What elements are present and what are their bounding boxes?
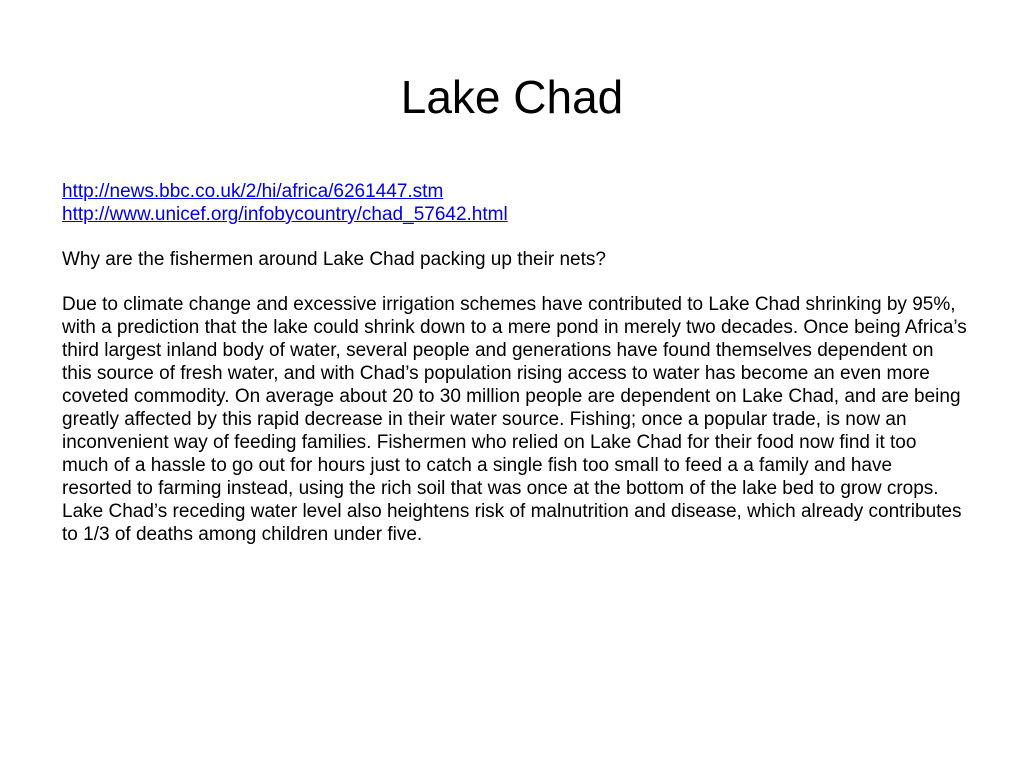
link-list [62, 180, 967, 226]
slide-body [62, 180, 967, 546]
question-text: Why are the fishermen around Lake Chad packing up their nets? [62, 249, 606, 270]
bbc-news-link[interactable]: http://news.bbc.co.uk/2/hi/africa/6261447.stm [62, 181, 444, 202]
body-paragraph: Due to climate change and excessive irrigation schemes have contributed to Lake Chad shrinking by 95%, with a prediction that the lake could shrink down to a mere pond in merely two decades. Once being Africa’s third largest inland body of water, several people and generations have found themselves dependent on this source of fresh water, and with Chad’s population rising access to water has become an even more coveted commodity. On average about 20 to 30 million people are dependent on Lake Chad, and are being greatly affected by this rapid decrease in their water source. Fishing; once a popular trade, is now an inconvenient way of feeding families. Fishermen who relied on Lake Chad for their food now find it too much of a hassle to go out for hours just to catch a single fish too small to feed a a family and have resorted to farming instead, using the rich soil that was once at the bottom of the lake bed to grow crops. Lake Chad’s receding water level also heightens risk of malnutrition and disease, which already contributes to 1/3 of deaths among children under five. [62, 294, 967, 545]
unicef-link[interactable]: http://www.unicef.org/infobycountry/chad_57642.html [62, 204, 508, 225]
slide-title: Lake Chad [400, 71, 624, 123]
